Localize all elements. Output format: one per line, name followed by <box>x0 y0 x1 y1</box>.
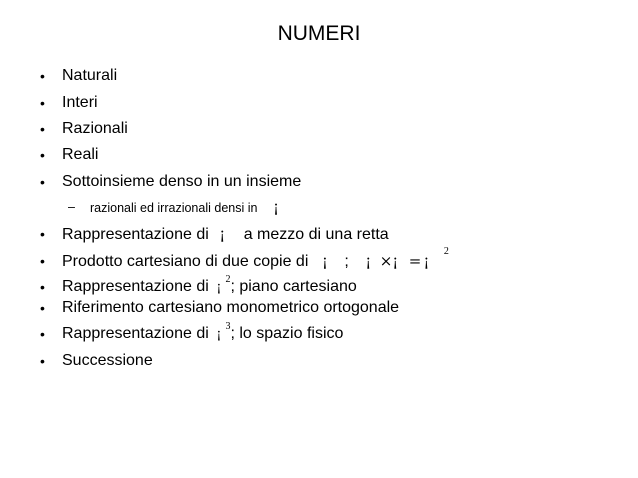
list-item-text: Interi <box>62 94 98 111</box>
bullet-icon: • <box>40 279 45 295</box>
times-symbol: × <box>379 252 393 270</box>
list-item-text: Naturali <box>62 67 118 84</box>
separator-text: ; <box>344 253 349 270</box>
list-item-text-after: a mezzo di una retta <box>243 226 389 243</box>
bullet-icon: • <box>40 253 45 269</box>
bullet-icon: • <box>40 300 45 316</box>
real-set-symbol: ¡ <box>321 252 328 270</box>
bullet-icon: • <box>40 226 45 242</box>
list-item-text: Prodotto cartesiano di due copie di <box>62 253 309 270</box>
bullet-icon: • <box>40 326 45 342</box>
list-item-text: Reali <box>62 146 99 163</box>
list-item-text: Riferimento cartesiano monometrico ortogonale <box>62 299 400 316</box>
list-item-text: Rappresentazione di <box>62 325 209 342</box>
real-set-symbol: ¡ <box>392 252 399 270</box>
real-set-symbol: ¡ <box>272 198 279 216</box>
exponent: 2 <box>225 274 231 285</box>
real-set-symbol: ¡ <box>365 252 372 270</box>
list-item-text-after: ; piano cartesiano <box>230 278 357 295</box>
list-item-text: Rappresentazione di <box>62 226 209 243</box>
slide-title: NUMERI <box>277 22 361 45</box>
exponent: 3 <box>225 321 231 332</box>
list-item-text: Razionali <box>62 120 128 137</box>
real-set-symbol: ¡ <box>219 225 226 243</box>
list-item-text: Sottoinsieme denso in un insieme <box>62 173 302 190</box>
bullet-icon: • <box>40 68 45 84</box>
sub-item-text: razionali ed irrazionali densi in <box>90 201 258 215</box>
bullet-icon: • <box>40 147 45 163</box>
list-item-text: Rappresentazione di <box>62 278 209 295</box>
real-set-symbol: ¡ <box>423 252 430 270</box>
equals-symbol: = <box>408 252 422 270</box>
dash-icon: – <box>68 200 75 214</box>
bullet-icon: • <box>40 95 45 111</box>
list-item-text: Successione <box>62 352 153 369</box>
real-set-symbol: ¡ <box>216 327 222 342</box>
bullet-icon: • <box>40 353 45 369</box>
real-set-symbol: ¡ <box>216 280 222 295</box>
exponent: 2 <box>443 246 449 257</box>
bullet-icon: • <box>40 121 45 137</box>
list-item-text-after: ; lo spazio fisico <box>230 325 344 342</box>
bullet-icon: • <box>40 174 45 190</box>
